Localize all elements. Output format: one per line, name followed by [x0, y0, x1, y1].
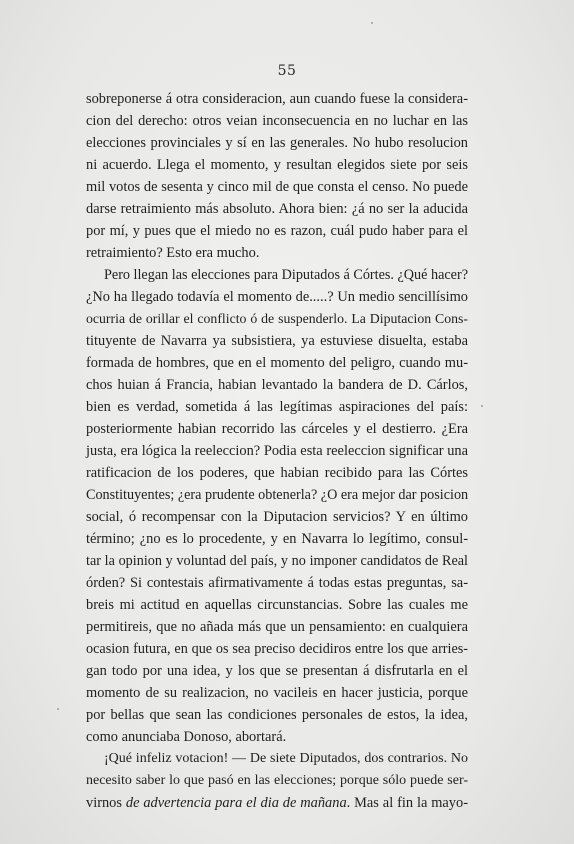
text-line: como anunciaba Donoso, abortará. [86, 729, 287, 745]
page-number: 55 [277, 63, 297, 79]
text-line: ocurria de orillar el conflicto ó de suspenderlo. La Diputacion Cons- [86, 311, 468, 326]
body-text [86, 88, 468, 814]
text-line: órden? Si contestais afirmativamente á todas estas preguntas, sa- [86, 575, 468, 591]
text-line: tar la opinion y voluntad del país, y no imponer candidatos de Real [86, 553, 468, 569]
text-line [86, 792, 468, 814]
text-line: cion del derecho: otros veian inconsecuencia en no luchar en las [86, 113, 468, 129]
text-line: formada de hombres, que en el momento del peligro, cuando mu- [86, 355, 468, 371]
text-line: bien es verdad, sometida á las legítimas aspiraciones del país: [86, 399, 468, 415]
text-line: posteriormente habian recorrido las cárceles y el destierro. ¿Era [86, 421, 468, 437]
italic-phrase: de advertencia para el dia de mañana [125, 795, 347, 811]
paper-speck [57, 708, 59, 710]
text-line: breis mi actitud en aquellas circunstancias. Sobre las cuales me [86, 597, 468, 613]
text-line: por bellas que sean las condiciones personales de estos, la idea, [86, 707, 468, 723]
text-line: justa, era lógica la reeleccion? Podia esta reeleccion significar una [86, 443, 468, 459]
text-line: ¡Qué infeliz votacion! — De siete Diputados, dos contrarios. No [104, 751, 468, 766]
text-line: social, ó recompensar con la Diputacion servicios? Y en último [86, 509, 468, 525]
text-line: gan todo por una idea, y los que se presentan á disfrutarla en el [86, 663, 468, 679]
text-line: ratificacion de los poderes, que habian recibido para las Córtes [86, 465, 468, 481]
text-line: chos huian á Francia, habian levantado la bandera de D. Cárlos, [86, 377, 468, 393]
text-line: por mí, y pues que el miedo no es razon, cuál pudo haber para el [86, 223, 468, 239]
text-line: elecciones provinciales y sí en las generales. No hubo resolucion [86, 135, 468, 151]
text-line-end: . Mas al fin la mayo- [346, 795, 468, 811]
text-line: retraimiento? Esto era mucho. [86, 245, 260, 261]
text-line: término; ¿no es lo procedente, y en Navarra lo legítimo, consul- [86, 531, 468, 547]
text-line: ¿No ha llegado todavía el momento de.....? Un medio sencillísimo [86, 289, 468, 305]
text-line: permitireis, que no añada más que un pensamiento: en cualquiera [86, 619, 468, 635]
text-line: necesito saber lo que pasó en las elecciones; porque sólo puede ser- [86, 773, 468, 788]
text-line: tituyente de Navarra ya subsistiera, ya estuviese disuelta, estaba [86, 333, 468, 349]
text-line: Constituyentes; ¿era prudente obtenerla? ¿O era mejor dar posicion [86, 487, 469, 503]
text-line: darse retraimiento más absoluto. Ahora bien: ¿á no ser la aducida [86, 201, 468, 217]
paper-speck [481, 405, 483, 407]
text-line: mil votos de sesenta y cinco mil de que consta el censo. No puede [86, 179, 468, 195]
text-line: momento de su realizacion, no vacileis en hacer justicia, porque [86, 685, 468, 701]
text-line: ocasion futura, en que os sea preciso decidiros entre los que arries- [86, 641, 468, 657]
paper-speck [371, 22, 373, 24]
text-line: sobreponerse á otra consideracion, aun cuando fuese la considera- [86, 91, 468, 107]
text-line: ni acuerdo. Llega el momento, y resultan elegidos siete por seis [86, 157, 468, 173]
text-line-start: virnos [86, 795, 126, 811]
text-line: Pero llegan las elecciones para Diputados á Córtes. ¿Qué hacer? [104, 267, 468, 283]
